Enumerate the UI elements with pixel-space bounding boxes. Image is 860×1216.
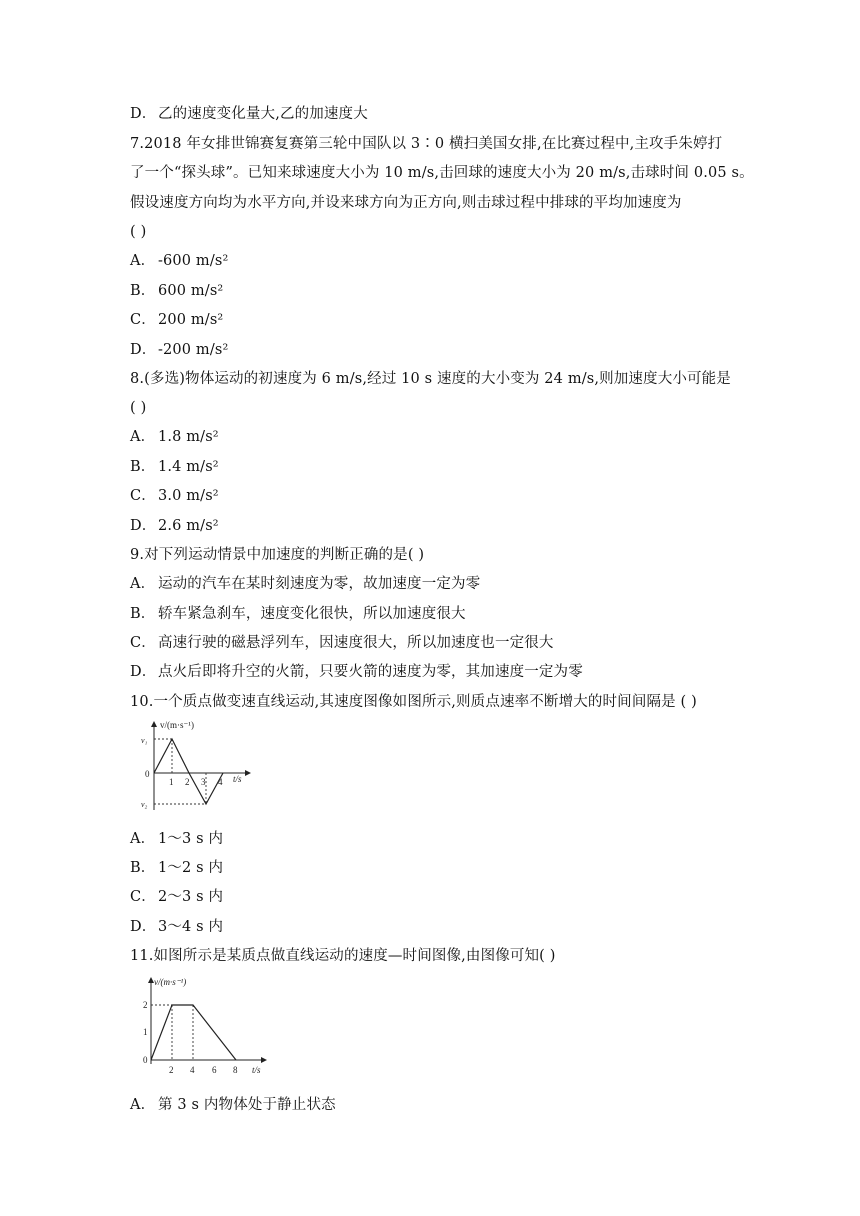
option-text: 第 3 s 内物体处于静止状态 [158, 1097, 336, 1113]
q10-option-a [130, 829, 223, 849]
y-tick-label: 2 [143, 1000, 148, 1010]
q8-option-d [130, 516, 219, 536]
y-label-v2: v₂ [141, 800, 148, 809]
q7-stem-line-2: 了一个“探头球”。已知来球速度大小为 10 m/s,击回球的速度大小为 20 m/s,击球时间 0.05 s。 [130, 165, 754, 181]
q11-graph-svg [140, 974, 276, 1080]
q9-option-b [130, 604, 466, 624]
q10-option-c [130, 887, 223, 907]
option-text: 乙的速度变化量大,乙的加速度大 [158, 106, 368, 122]
x-tick-label: 2 [185, 777, 190, 787]
q8-stem-line-1: 8.(多选)物体运动的初速度为 6 m/s,经过 10 s 速度的大小变为 24 m/s,则加速度大小可能是 [130, 371, 731, 387]
option-label: C． [130, 312, 156, 328]
velocity-line [151, 1005, 236, 1060]
x-tick-label: 8 [233, 1065, 238, 1075]
option-label: D． [130, 342, 157, 358]
option-label: A． [130, 576, 156, 592]
option-text: 600 m/s² [158, 283, 224, 299]
option-label: C． [130, 889, 156, 905]
q9-option-d [130, 662, 583, 682]
q7-option-c [130, 310, 223, 330]
q6-option-d [130, 104, 368, 124]
option-text: 1.4 m/s² [158, 459, 219, 475]
q7-stem-line-1: 7.2018 年女排世锦赛复赛第三轮中国队以 3∶0 横扫美国女排,在比赛过程中,主攻手朱婷打 [130, 136, 723, 152]
option-text: 1.8 m/s² [158, 429, 219, 445]
option-text: -600 m/s² [158, 253, 229, 269]
option-label: B． [130, 283, 156, 299]
q10-velocity-time-graph [140, 718, 260, 818]
q8-option-a [130, 427, 219, 447]
q7-option-d [130, 340, 228, 360]
x-tick-label: 6 [212, 1065, 217, 1075]
q10-option-d [130, 917, 223, 937]
x-tick-label: 4 [190, 1065, 195, 1075]
option-label: D． [130, 106, 157, 122]
q9-option-c [130, 633, 554, 653]
option-label: D． [130, 518, 157, 534]
option-text: 运动的汽车在某时刻速度为零，故加速度一定为零 [158, 576, 481, 592]
option-label: D． [130, 919, 157, 935]
option-label: A． [130, 831, 156, 847]
x-axis-label: t/s [252, 1065, 261, 1075]
y-tick-label: 0 [143, 1055, 148, 1065]
option-label: A． [130, 1097, 156, 1113]
q10-option-b [130, 858, 223, 878]
option-text: 200 m/s² [158, 312, 224, 328]
y-tick-label: 1 [143, 1027, 148, 1037]
q7-answer-bracket: ( ) [130, 224, 147, 240]
q10-stem-line-1: 10.一个质点做变速直线运动,其速度图像如图所示,则质点速率不断增大的时间间隔是 ( ) [130, 694, 697, 710]
option-text: 点火后即将升空的火箭，只要火箭的速度为零，其加速度一定为零 [158, 664, 583, 680]
option-label: B． [130, 860, 156, 876]
velocity-line [154, 739, 223, 804]
q7-option-b [130, 281, 223, 301]
x-tick-label: 3 [201, 777, 206, 787]
x-tick-label: 2 [169, 1065, 174, 1075]
y-label-v1: v₁ [141, 736, 148, 745]
option-text: 3～4 s 内 [158, 919, 224, 935]
y-label-origin: 0 [145, 769, 150, 779]
x-tick-label: 1 [169, 777, 174, 787]
q11-stem-line-1: 11.如图所示是某质点做直线运动的速度—时间图像,由图像可知( ) [130, 948, 556, 964]
option-text: 高速行驶的磁悬浮列车，因速度很大，所以加速度也一定很大 [158, 635, 554, 651]
option-text: 3.0 m/s² [158, 488, 219, 504]
q8-answer-bracket: ( ) [130, 400, 147, 416]
option-label: B． [130, 459, 156, 475]
q9-option-a [130, 574, 480, 594]
q7-stem-line-3: 假设速度方向均为水平方向,并设来球方向为正方向,则击球过程中排球的平均加速度为 [130, 195, 682, 211]
q10-graph-svg [140, 718, 260, 814]
x-tick-label: 4 [218, 777, 223, 787]
option-label: B． [130, 606, 156, 622]
y-axis-label: v/(m·s⁻¹) [154, 977, 187, 987]
x-axis-label: t/s [233, 774, 242, 784]
option-text: 1～2 s 内 [158, 860, 224, 876]
q7-option-a [130, 251, 228, 271]
q9-stem-line-1: 9.对下列运动情景中加速度的判断正确的是( ) [130, 547, 425, 563]
option-text: -200 m/s² [158, 342, 229, 358]
q8-option-c [130, 486, 219, 506]
y-axis-label: v/(m·s⁻¹) [160, 720, 194, 730]
option-label: A． [130, 429, 156, 445]
q11-velocity-time-graph [140, 974, 276, 1084]
option-text: 1～3 s 内 [158, 831, 224, 847]
q8-option-b [130, 457, 219, 477]
option-label: A． [130, 253, 156, 269]
option-text: 轿车紧急刹车，速度变化很快，所以加速度很大 [158, 606, 466, 622]
option-label: D． [130, 664, 157, 680]
option-text: 2.6 m/s² [158, 518, 219, 534]
option-label: C． [130, 635, 156, 651]
option-text: 2～3 s 内 [158, 889, 224, 905]
q11-option-a [130, 1095, 336, 1115]
option-label: C． [130, 488, 156, 504]
